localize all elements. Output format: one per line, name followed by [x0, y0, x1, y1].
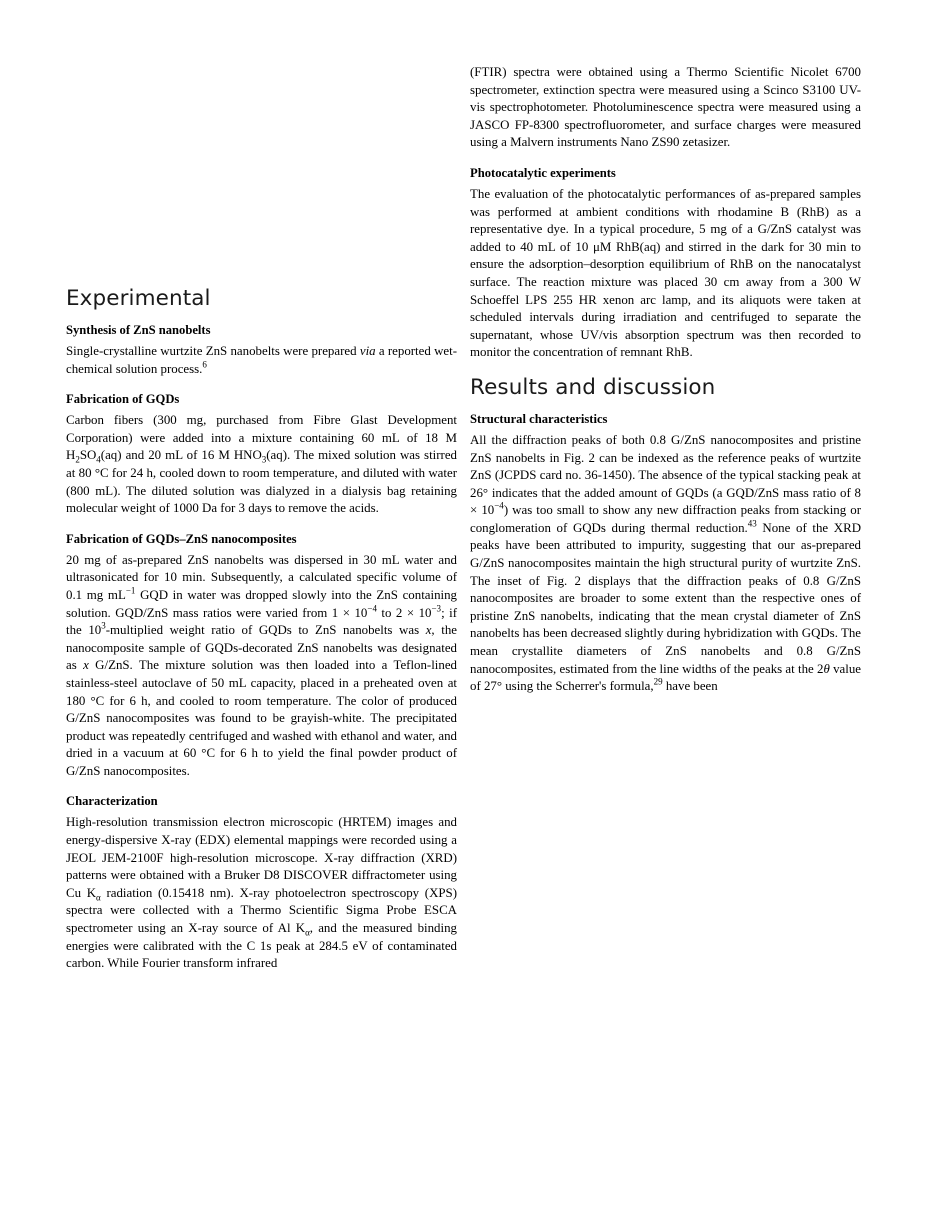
- sup-3: 3: [101, 620, 106, 631]
- struct-text-a: All the diffraction peaks of both 0.8 G/ZnS nanocomposites and pristine ZnS nanobelts in Fig. 2 can be indexed as the reference peaks of wurtzite ZnS (JCPDS card no. 36-1450). The absence of the typical stacking peak at 26° indicates that the added amount of GQDs (a GQD/ZnS mass ratio of 8 × 10: [470, 432, 861, 518]
- paragraph-characterization: [66, 814, 457, 972]
- paragraph-fabrication-nanocomposites: [66, 552, 457, 781]
- citation-ref-43: 43: [747, 518, 757, 529]
- paragraph-photocatalytic: The evaluation of the photocatalytic performances of as-prepared samples was performed at ambient conditions with rhodamine B (RhB) as a representative dye. In a typical procedure, 5 mg of a G/ZnS catalyst was added to 40 mL of 10 μM RhB(aq) and stirred in the dark for 30 min to ensure the adsorption–desorption equilibrium of RhB on the nanocatalyst surface. The reaction mixture was placed 30 cm away from a 300 W Schoeffel LPS 255 HR xenon arc lamp, and its aliquots were taken at scheduled intervals during irradiation and centrifuged to separate the supernatant, whose UV/vis absorption spectrum was then recorded to monitor the concentration of remnant RhB.: [470, 186, 861, 360]
- sub-2: 2: [75, 454, 80, 465]
- left-column: [66, 64, 457, 986]
- sup-minus-1: −1: [125, 585, 136, 596]
- right-column: [470, 64, 861, 709]
- struct-text-b: ) was too small to show any new diffraction peaks from stacking or conglomeration of GQDs during thermal reduction.: [470, 503, 861, 535]
- nano-text-f: , the nanocomposite sample of GQDs-decorated ZnS nanobelts was designated as: [66, 623, 457, 673]
- synthesis-text-2: a reported wet-chemical solution process.: [66, 344, 457, 376]
- synthesis-italic-via: via: [359, 344, 376, 358]
- paragraph-characterization-continued: (FTIR) spectra were obtained using a Thermo Scientific Nicolet 6700 spectrometer, extinction spectra were measured using a Scinco S3100 UV-vis spectrophotometer. Photoluminescence spectra were measured using a JASCO FP-8300 spectrofluorometer, and surface charges were measured using a Malvern instruments Nano ZS90 zetasizer.: [470, 65, 861, 150]
- sub-4: 4: [96, 454, 101, 465]
- sub-alpha-1: α: [96, 892, 101, 903]
- nano-text-c: to 2 × 10: [376, 605, 432, 620]
- citation-ref-29: 29: [653, 676, 663, 687]
- sup-minus-3: −3: [431, 603, 442, 614]
- left-column-blank-space: [66, 64, 457, 286]
- nano-text-g: G/ZnS. The mixture solution was then loaded into a Teflon-lined stainless-steel autoclave of 50 mL capacity, placed in a preheated oven at 180 °C for 6 h, and cooled to room temperature. The color of produced G/ZnS nanocomposites was found to be grayish-white. The precipitated product was repeatedly centrifuged and washed with ethanol and water, and dried in a vacuum at 60 °C for 6 h to yield the final powder product of G/ZnS nanocomposites.: [66, 658, 457, 778]
- sup-minus-4-struct: −4: [494, 500, 504, 511]
- subheading-fabrication-gqds: Fabrication of GQDs: [66, 392, 180, 407]
- subheading-structural-characteristics: Structural characteristics: [470, 411, 608, 426]
- nano-text-d: ; if the 10: [66, 605, 457, 638]
- char-text-c: , and the measured binding energies were calibrated with the C 1s peak at 284.5 eV of contaminated carbon. While Fourier transform infrared: [66, 921, 457, 971]
- heading-experimental: Experimental: [66, 286, 211, 311]
- nano-text-e: -multiplied weight ratio of GQDs to ZnS nanobelts was: [105, 623, 426, 638]
- struct-text-c: None of the XRD peaks have been attributed to impurity, suggesting that our as-prepared G/ZnS nanocomposites maintain the high structural purity of wurtzite ZnS. The inset of Fig. 2 displays that the diffraction peaks of 0.8 G/ZnS nanocomposites are broader to some extent than the respective ones of pristine ZnS nanobelts, indicating that the mean crystal diameter of ZnS nanobelts has been decreased slightly during hybridization with GQDs. The mean crystallite diameters of ZnS nanobelts and 0.8 G/ZnS nanocomposites, estimated from the line widths of the peaks at the 2: [470, 520, 862, 676]
- subheading-characterization: Characterization: [66, 794, 158, 809]
- paragraph-synthesis: [66, 343, 457, 378]
- heading-results-and-discussion: Results and discussion: [470, 374, 716, 400]
- struct-text-d: value of 27° using the Scherrer's formula,: [470, 661, 861, 694]
- sup-minus-4: −4: [367, 603, 377, 614]
- struct-text-e: have been: [662, 679, 718, 694]
- nano-italic-x-2: x: [83, 658, 89, 673]
- sub-alpha-2: α: [305, 927, 310, 938]
- citation-ref-6: 6: [202, 359, 207, 370]
- char-text-b: radiation (0.15418 nm). X-ray photoelectron spectroscopy (XPS) spectra were collected with a Thermo Scientific Sigma Probe ESCA spectrometer using an X-ray source of Al K: [66, 885, 458, 936]
- char-text-a: High-resolution transmission electron microscopic (HRTEM) images and energy-dispersive X-ray (EDX) elemental mappings were recorded using a JEOL JEM-2100F high-resolution microscope. X-ray diffraction (XRD) patterns were obtained with a Bruker D8 DISCOVER diffractometer using Cu K: [66, 815, 457, 900]
- struct-italic-theta: θ: [823, 661, 830, 676]
- gqds-text-c: (aq) and 20 mL of 16 M HNO: [100, 448, 262, 463]
- gqds-text-a: Carbon fibers (300 mg, purchased from Fibre Glast Development Corporation) were added into a mixture containing 60 mL of 18 M H: [66, 413, 457, 463]
- paragraph-fabrication-gqds: [66, 412, 457, 518]
- paragraph-structural-characteristics: [470, 432, 861, 696]
- sub-3: 3: [261, 454, 267, 465]
- nano-text-a: 20 mg of as-prepared ZnS nanobelts was dispersed in 30 mL water and ultrasonicated for 10 min. Subsequently, a calculated specific volume of 0.1 mg mL: [66, 552, 457, 602]
- subheading-synthesis-zns-nanobelts: Synthesis of ZnS nanobelts: [66, 323, 211, 337]
- gqds-text-d: (aq). The mixed solution was stirred at 80 °C for 24 h, cooled down to room temperature, and diluted with water (800 mL). The diluted solution was dialyzed in a dialysis bag retaining molecular weight of 1000 Da for 3 days to remove the acids.: [66, 448, 457, 516]
- nano-text-b: GQD in water was dropped slowly into the ZnS containing solution. GQD/ZnS mass ratios were varied from 1 × 10: [66, 587, 457, 620]
- synthesis-text-1: Single-crystalline wurtzite ZnS nanobelts were prepared: [66, 344, 360, 358]
- nano-italic-x: x: [425, 623, 432, 638]
- subheading-fabrication-gqds-zns: Fabrication of GQDs–ZnS nanocomposites: [66, 531, 297, 546]
- subheading-photocatalytic-experiments: Photocatalytic experiments: [470, 165, 616, 180]
- gqds-text-b: SO: [79, 448, 97, 463]
